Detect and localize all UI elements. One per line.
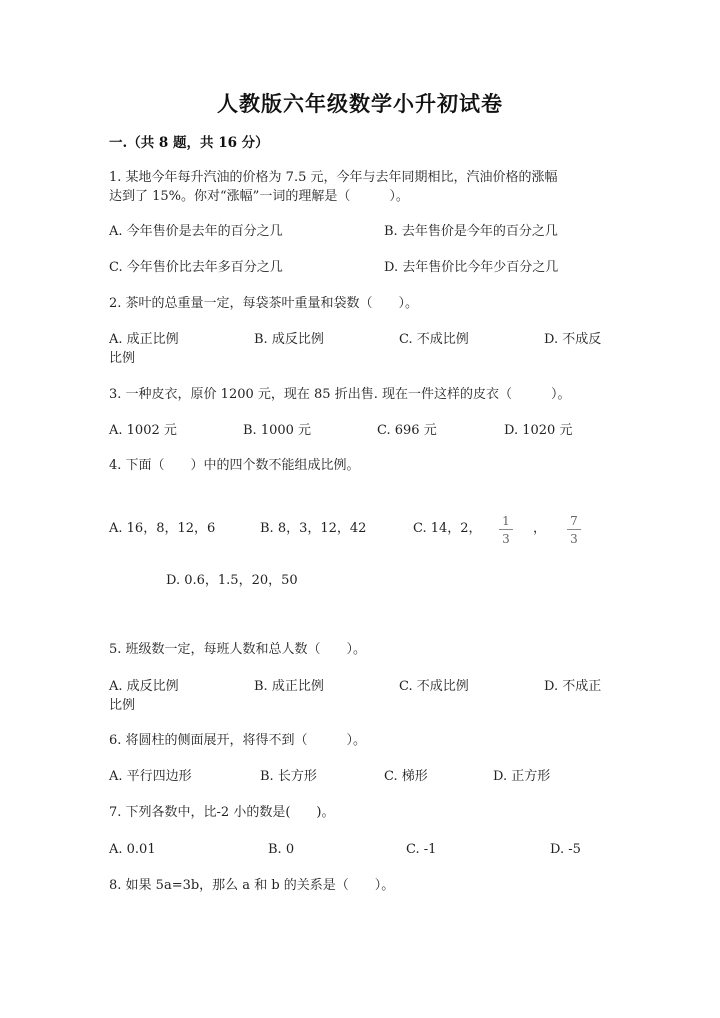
option-c: C. 梯形: [384, 769, 428, 784]
fraction-bar: [499, 529, 513, 530]
question-stem: 6. 将圆柱的侧面展开，将得不到（ ）。: [109, 733, 367, 748]
option-d: D. 0.6，1.5，20，50: [166, 573, 298, 588]
question-stem: 4. 下面（ ）中的四个数不能组成比例。: [109, 458, 360, 473]
option-b: B. 0: [268, 842, 295, 857]
option-c: C. -1: [406, 842, 437, 857]
option-a: A. 成反比例: [109, 679, 179, 694]
question-stem: 3. 一种皮衣，原价 1200 元，现在 85 折出售. 现在一件这样的皮衣（ ）。: [109, 387, 571, 402]
option-d: D. 1020 元: [504, 423, 573, 438]
question-stem: 7. 下列各数中，比-2 小的数是( )。: [109, 805, 335, 820]
option-b: B. 1000 元: [243, 423, 312, 438]
option-a: A. 0.01: [109, 842, 156, 857]
option-c: C. 不成比例: [399, 332, 469, 347]
question-stem: 5. 班级数一定，每班人数和总人数（ ）。: [109, 642, 367, 657]
option-d-wrap: 比例: [109, 698, 136, 713]
option-a: A. 平行四边形: [109, 769, 192, 784]
option-c: C. 696 元: [377, 423, 437, 438]
option-b: B. 成正比例: [254, 679, 324, 694]
question-stem: 1. 某地今年每升汽油的价格为 7.5 元，今年与去年同期相比，汽油价格的涨幅: [109, 170, 558, 185]
question-stem: 8. 如果 5a=3b，那么 a 和 b 的关系是（ ）。: [109, 878, 395, 893]
option-a: A. 成正比例: [109, 332, 179, 347]
fraction-bar: [567, 529, 581, 530]
option-b: B. 去年售价是今年的百分之几: [384, 224, 558, 239]
section-header: 一.（共 8 题，共 16 分）: [109, 135, 269, 151]
fraction-one-third: 1 3: [499, 514, 513, 546]
option-b: B. 成反比例: [254, 332, 324, 347]
option-d: D. 不成正: [544, 679, 602, 694]
option-d: D. -5: [550, 842, 581, 857]
option-a: A. 16，8，12，6: [109, 521, 216, 536]
option-a: A. 1002 元: [109, 423, 177, 438]
option-c: C. 14，2，: [413, 521, 482, 536]
option-a: A. 今年售价是去年的百分之几: [109, 224, 283, 239]
fraction-separator: ，: [533, 521, 547, 536]
option-b: B. 长方形: [260, 769, 317, 784]
option-c: C. 今年售价比去年多百分之几: [109, 260, 283, 275]
question-stem: 2. 茶叶的总重量一定，每袋茶叶重量和袋数（ ）。: [109, 296, 419, 311]
option-d: D. 去年售价比今年少百分之几: [384, 260, 559, 275]
option-b: B. 8，3，12，42: [260, 521, 367, 536]
page-title: 人教版六年级数学小升初试卷: [217, 91, 503, 116]
option-d: D. 不成反: [544, 332, 602, 347]
fraction-seven-thirds: 7 3: [567, 514, 581, 546]
question-stem: 达到了 15%。你对“涨幅”一词的理解是（ ）。: [109, 189, 409, 204]
option-d-wrap: 比例: [109, 351, 136, 366]
option-d: D. 正方形: [493, 769, 551, 784]
option-c: C. 不成比例: [399, 679, 469, 694]
